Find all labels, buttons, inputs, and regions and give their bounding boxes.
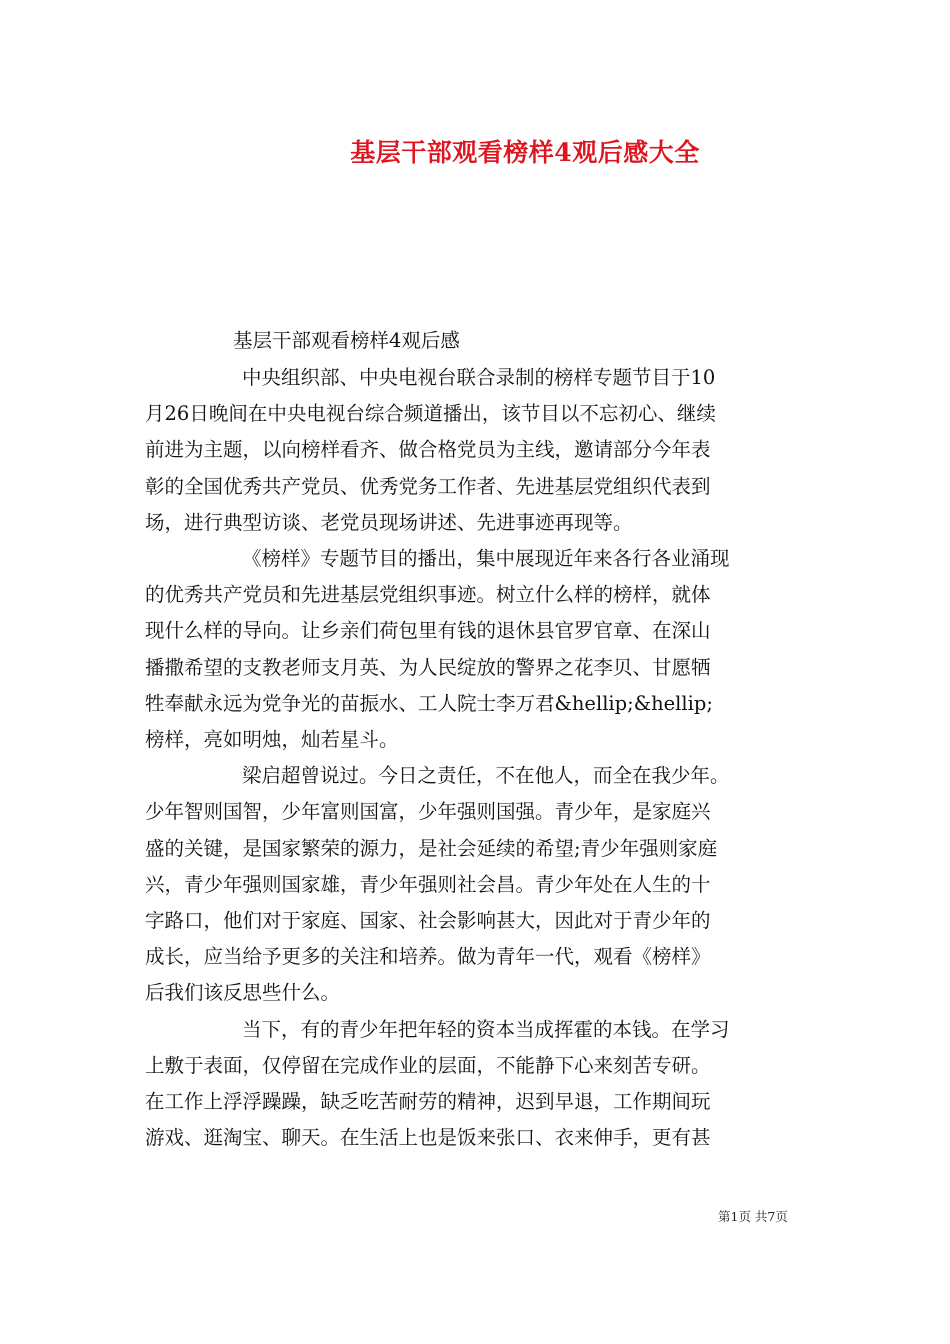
paragraph-line: 梁启超曾说过。今日之责任，不在他人，而全在我少年。: [242, 764, 730, 788]
paragraph-line: 游戏、逛淘宝、聊天。在生活上也是饭来张口、衣来伸手，更有甚: [145, 1126, 711, 1150]
paragraph-line: 彰的全国优秀共产党员、优秀党务工作者、先进基层党组织代表到: [145, 474, 711, 498]
paragraph-line: 月26日晚间在中央电视台综合频道播出，该节目以不忘初心、继续: [145, 402, 716, 426]
paragraph-line: 上敷于表面，仅停留在完成作业的层面，不能静下心来刻苦专研。: [145, 1053, 711, 1077]
paragraph-line: 兴，青少年强则国家雄，青少年强则社会昌。青少年处在人生的十: [145, 872, 711, 896]
page-number-footer: 第1页 共7页: [718, 1209, 788, 1224]
paragraph-line: 前进为主题，以向榜样看齐、做合格党员为主线，邀请部分今年表: [145, 438, 711, 462]
paragraph: [145, 541, 807, 758]
paragraph-line: 字路口，他们对于家庭、国家、社会影响甚大，因此对于青少年的: [145, 909, 711, 933]
paragraph-line: 榜样，亮如明烛，灿若星斗。: [145, 728, 399, 752]
paragraph-line: 牲奉献永远为党争光的苗振水、工人院士李万君&hellip;&hellip;: [145, 691, 713, 715]
paragraph-line: 盛的关键，是国家繁荣的源力，是社会延续的希望;青少年强则家庭: [145, 836, 718, 860]
paragraph-line: 场，进行典型访谈、老党员现场讲述、先进事迹再现等。: [145, 510, 633, 534]
document-subtitle: 基层干部观看榜样4观后感: [233, 329, 460, 352]
paragraph: [145, 1012, 807, 1157]
paragraph-line: 中央组织部、中央电视台联合录制的榜样专题节目于10: [242, 366, 716, 389]
paragraph-line: 在工作上浮浮躁躁，缺乏吃苦耐劳的精神，迟到早退，工作期间玩: [145, 1090, 711, 1114]
paragraph-line: 的优秀共产党员和先进基层党组织事迹。树立什么样的榜样，就体: [145, 583, 711, 607]
paragraph-line: 播撒希望的支教老师支月英、为人民绽放的警界之花李贝、甘愿牺: [145, 655, 711, 679]
paragraph-line: 少年智则国智，少年富则国富，少年强则国强。青少年，是家庭兴: [145, 800, 711, 824]
paragraph-line: 当下，有的青少年把年轻的资本当成挥霍的本钱。在学习: [242, 1017, 730, 1041]
paragraph-line: 后我们该反思些什么。: [145, 981, 341, 1005]
paragraph-line: 成长，应当给予更多的关注和培养。做为青年一代，观看《榜样》: [145, 945, 711, 969]
paragraph-line: 现什么样的导向。让乡亲们荷包里有钱的退休县官罗官章、在深山: [145, 619, 711, 643]
paragraph: [145, 360, 807, 541]
paragraph-line: 《榜样》专题节目的播出，集中展现近年来各行各业涌现: [242, 547, 730, 571]
paragraph: [145, 758, 807, 1011]
document-title: 基层干部观看榜样4观后感大全: [350, 138, 700, 167]
document-body: [145, 360, 807, 1156]
